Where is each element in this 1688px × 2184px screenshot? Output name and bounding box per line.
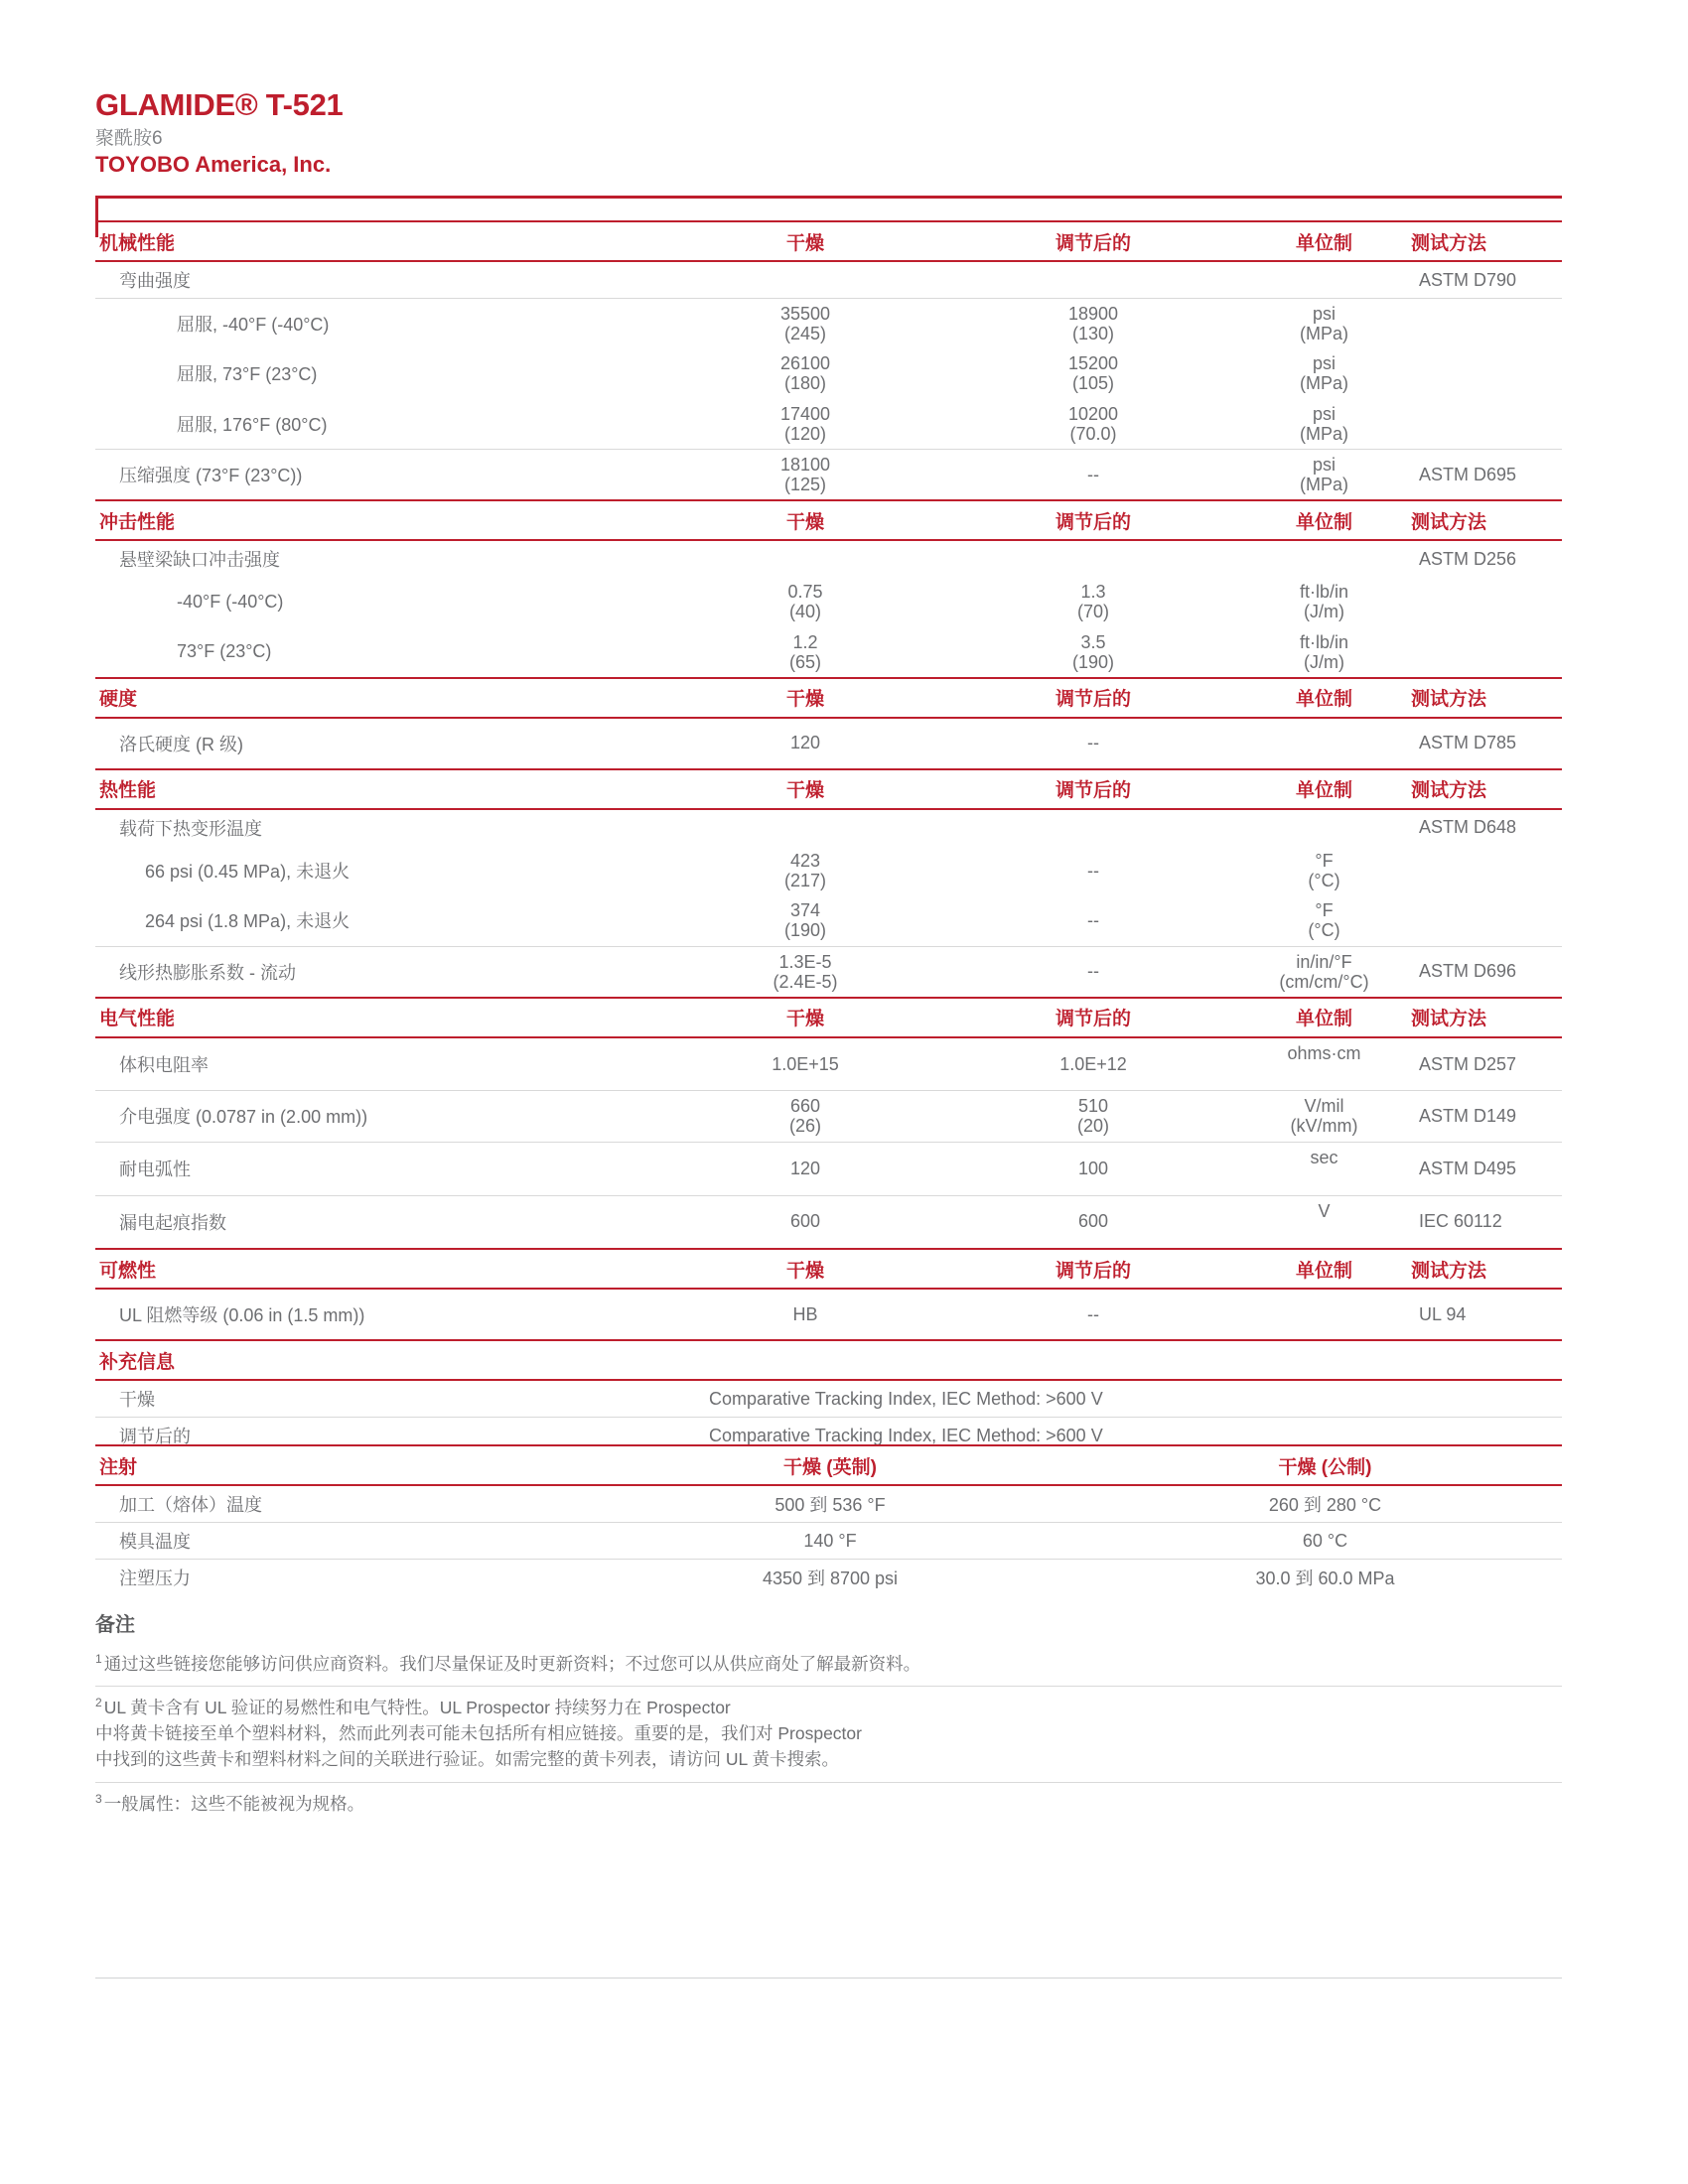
column-header-english: 干燥 (英制) (572, 1445, 1088, 1485)
table-row (95, 261, 1562, 299)
column-header-unit: 单位制 (1237, 769, 1411, 809)
value-dry-sub: (190) (783, 920, 827, 941)
value-conditioned (949, 449, 1237, 500)
column-header-conditioned: 调节后的 (949, 678, 1237, 718)
value-dry (661, 1091, 949, 1142)
value-conditioned (949, 540, 1237, 577)
value-english: 4350 到 8700 psi (762, 1569, 899, 1588)
unit-sub: (MPa) (1300, 475, 1348, 495)
value-cond-main: 1.3 (1080, 582, 1106, 603)
property-label: 弯曲强度 (95, 261, 661, 299)
test-method: ASTM D149 (1411, 1091, 1562, 1142)
column-header-dry: 干燥 (661, 221, 949, 261)
unit-sub: (°C) (1308, 920, 1340, 941)
value-conditioned: 100 (949, 1142, 1237, 1195)
property-label: 屈服, -40°F (-40°C) (177, 315, 330, 336)
value-cond-main: 15200 (1067, 353, 1119, 374)
value-unit (1237, 895, 1411, 946)
value-dry-sub: (245) (783, 324, 827, 344)
value-conditioned (949, 1091, 1237, 1142)
section-header-impact (95, 500, 1562, 540)
value-dry-sub: (120) (783, 423, 827, 444)
unit-main: psi (1312, 353, 1336, 374)
value-unit (1237, 1091, 1411, 1142)
section-title-thermal: 热性能 (95, 769, 661, 809)
column-header-conditioned: 调节后的 (949, 998, 1237, 1037)
value-cond-sub: (70) (1076, 602, 1109, 622)
unit-sub: (kV/mm) (1290, 1116, 1358, 1137)
column-header-dry: 干燥 (661, 1249, 949, 1289)
column-header-dry: 干燥 (661, 998, 949, 1037)
column-header-method: 测试方法 (1411, 1249, 1562, 1289)
value-dry (661, 846, 949, 895)
column-header-dry: 干燥 (661, 769, 949, 809)
document-header (95, 89, 1515, 179)
table-row (95, 846, 1562, 895)
column-header-unit: 单位制 (1237, 1249, 1411, 1289)
test-method: ASTM D790 (1411, 261, 1562, 299)
value-conditioned: -- (1087, 860, 1099, 881)
test-method: ASTM D785 (1411, 718, 1562, 769)
property-label: -40°F (-40°C) (177, 591, 284, 612)
value-unit (1237, 809, 1411, 846)
column-header-unit: 单位制 (1237, 221, 1411, 261)
table-row (95, 1380, 1562, 1418)
notes-title: 备注 (95, 1614, 135, 1636)
value-metric: 260 到 280 °C (1088, 1485, 1562, 1523)
value-unit (1237, 946, 1411, 998)
value-dry-main: 17400 (779, 403, 831, 424)
test-method: ASTM D695 (1419, 464, 1517, 484)
value-unit (1237, 577, 1411, 626)
property-label: 载荷下热变形温度 (119, 818, 262, 839)
value-unit (1237, 846, 1411, 895)
column-header-unit: 单位制 (1237, 500, 1411, 540)
table-row (95, 348, 1562, 398)
unit-main: V/mil (1304, 1096, 1344, 1117)
value-cond-sub: (190) (1071, 651, 1115, 672)
section-header-hardness (95, 678, 1562, 718)
note-superscript: 2 (95, 1696, 102, 1710)
value-cond-main: -- (1087, 465, 1099, 485)
value-dry (661, 895, 949, 946)
value-cond-main: 18900 (1067, 304, 1119, 324)
value-dry (661, 627, 949, 678)
value-conditioned (949, 348, 1237, 398)
value-dry-main: 374 (789, 900, 821, 921)
value-metric: 30.0 到 60.0 MPa (1255, 1569, 1395, 1588)
value-dry (661, 299, 949, 349)
property-label: UL 阻燃等级 (0.06 in (1.5 mm)) (119, 1305, 365, 1326)
column-header-conditioned: 调节后的 (949, 500, 1237, 540)
column-header-conditioned: 调节后的 (949, 1249, 1237, 1289)
note-text: 通过这些链接您能够访问供应商资料。我们尽量保证及时更新资料；不过您可以从供应商处了解最新资料。 (103, 1653, 921, 1674)
table-row (95, 1289, 1562, 1340)
material-subtitle: 聚酰胺6 (95, 127, 163, 149)
column-header-unit: 单位制 (1237, 678, 1411, 718)
unit-main: °F (1315, 900, 1334, 921)
value-dry (661, 449, 949, 500)
section-title-electrical: 电气性能 (95, 998, 661, 1037)
table-row (95, 540, 1562, 577)
section-header-thermal (95, 769, 1562, 809)
column-header-method: 测试方法 (1411, 769, 1562, 809)
value-conditioned (949, 809, 1237, 846)
table-row (95, 895, 1562, 946)
unit-main: sec (1310, 1148, 1338, 1168)
value-dry-sub: (2.4E-5) (773, 971, 838, 992)
property-label: 悬壁梁缺口冲击强度 (119, 550, 280, 571)
test-method (1411, 895, 1562, 946)
column-header-method: 测试方法 (1411, 678, 1562, 718)
footer-divider (95, 1978, 1562, 1979)
table-row (95, 399, 1562, 450)
column-header-conditioned: 调节后的 (949, 769, 1237, 809)
value-cond-sub: (105) (1071, 373, 1115, 394)
value-dry-main: 0.75 (787, 582, 823, 603)
value-unit (1237, 348, 1411, 398)
table-row (95, 299, 1562, 349)
value-dry (661, 540, 949, 577)
unit-main: ft·lb/in (1299, 631, 1349, 652)
value-unit (1237, 1289, 1411, 1340)
test-method: ASTM D495 (1411, 1142, 1562, 1195)
value-unit (1237, 299, 1411, 349)
table-row (95, 1485, 1562, 1523)
property-label: 体积电阻率 (95, 1037, 661, 1091)
note-item (95, 1783, 1562, 1826)
test-method: ASTM D257 (1411, 1037, 1562, 1091)
value-conditioned (949, 261, 1237, 299)
value-unit (1237, 449, 1411, 500)
section-title-supplemental: 补充信息 (95, 1340, 1562, 1380)
header-top-rule (95, 196, 1562, 199)
table-row (95, 718, 1562, 769)
property-label: 注塑压力 (119, 1569, 191, 1588)
unit-sub: (J/m) (1304, 651, 1344, 672)
value-unit (1237, 399, 1411, 450)
unit-main: ft·lb/in (1299, 582, 1349, 603)
value-unit (1237, 261, 1411, 299)
column-header-metric: 干燥 (公制) (1088, 1445, 1562, 1485)
property-label: 264 psi (1.8 MPa), 未退火 (95, 895, 661, 946)
test-method: ASTM D648 (1419, 817, 1517, 838)
property-label: 屈服, 73°F (23°C) (177, 364, 318, 385)
table-row (95, 1037, 1562, 1091)
section-header-mechanical (95, 221, 1562, 261)
property-label: 耐电弧性 (95, 1142, 661, 1195)
table-row (95, 946, 1562, 998)
property-label: 66 psi (0.45 MPa), 未退火 (145, 862, 351, 883)
note-text: UL 黄卡含有 UL 验证的易燃性和电气特性。UL Prospector 持续努力在 Prospector (103, 1697, 731, 1717)
table-row (95, 809, 1562, 846)
note-text: 中找到的这些黄卡和塑料材料之间的关联进行验证。如需完整的黄卡列表，请访问 UL 黄卡搜索。 (95, 1749, 839, 1770)
section-title-mechanical: 机械性能 (95, 221, 661, 261)
value-conditioned (949, 577, 1237, 626)
table-row (95, 1560, 1562, 1596)
table-row (95, 627, 1562, 678)
unit-sub: (J/m) (1304, 602, 1344, 622)
value-dry (661, 577, 949, 626)
value-unit (1237, 627, 1411, 678)
section-title-injection: 注射 (95, 1445, 572, 1485)
unit-main: ohms·cm (1287, 1042, 1361, 1063)
value-cond-sub: (20) (1076, 1116, 1109, 1137)
property-label: 压缩强度 (73°F (23°C)) (119, 466, 303, 486)
note-superscript: 3 (95, 1791, 102, 1806)
value-conditioned: -- (949, 895, 1237, 946)
value-cond-main: 3.5 (1080, 631, 1106, 652)
product-title: GLAMIDE® T-521 (95, 87, 344, 122)
value-unit (1237, 718, 1411, 769)
injection-table (95, 1444, 1562, 1595)
value-dry-main: 1.2 (792, 631, 818, 652)
value-dry-sub: (65) (788, 651, 821, 672)
note-superscript: 1 (95, 1652, 102, 1666)
test-method (1411, 627, 1562, 678)
value-dry-sub: (217) (783, 871, 827, 891)
unit-sub: (°C) (1308, 871, 1340, 891)
value-dry-main: 18100 (779, 454, 831, 475)
property-label: 漏电起痕指数 (119, 1212, 226, 1233)
test-method: IEC 60112 (1419, 1211, 1502, 1232)
table-row (95, 1523, 1562, 1560)
value-dry-sub: (125) (783, 475, 827, 495)
value-dry: 120 (661, 1142, 949, 1195)
table-row (95, 449, 1562, 500)
value-dry: 600 (789, 1211, 821, 1232)
value-unit (1237, 1195, 1411, 1249)
note-text: 中将黄卡链接至单个塑料材料，然而此列表可能未包括所有相应链接。重要的是，我们对 Prospector (95, 1723, 862, 1744)
unit-sub: (MPa) (1300, 373, 1348, 394)
property-label: 模具温度 (95, 1523, 572, 1560)
property-label: 洛氏硬度 (R 级) (95, 718, 661, 769)
value-cond-main: 510 (1077, 1096, 1109, 1117)
section-header-flammability (95, 1249, 1562, 1289)
section-title-impact: 冲击性能 (95, 500, 661, 540)
value-conditioned (949, 299, 1237, 349)
table-row (95, 577, 1562, 626)
test-method: UL 94 (1419, 1303, 1467, 1324)
value-dry-main: 1.3E-5 (778, 951, 832, 972)
value-dry-sub: (180) (783, 373, 827, 394)
note-text: 一般属性：这些不能被视为规格。 (103, 1793, 365, 1814)
table-row (95, 1142, 1562, 1195)
column-header-conditioned: 调节后的 (949, 221, 1237, 261)
value-cond-sub: (70.0) (1069, 423, 1117, 444)
section-title-hardness: 硬度 (95, 678, 661, 718)
property-label: 介电强度 (0.0787 in (2.00 mm)) (95, 1091, 661, 1142)
test-method (1411, 299, 1562, 349)
unit-sub: (MPa) (1300, 324, 1348, 344)
property-label: 加工（熔体）温度 (95, 1485, 572, 1523)
supplemental-label: 调节后的 (119, 1427, 191, 1447)
value-dry (661, 809, 949, 846)
test-method (1411, 399, 1562, 450)
section-header-injection (95, 1445, 1562, 1485)
test-method (1411, 348, 1562, 398)
value-conditioned: -- (1087, 1303, 1099, 1324)
section-header-supplemental (95, 1340, 1562, 1380)
test-method (1411, 846, 1562, 895)
table-row (95, 1091, 1562, 1142)
value-unit (1237, 1142, 1411, 1195)
property-label: 73°F (23°C) (95, 627, 661, 678)
value-cond-sub: (130) (1071, 324, 1115, 344)
value-dry-main: 35500 (779, 304, 831, 324)
value-dry: 1.0E+15 (661, 1037, 949, 1091)
unit-main: °F (1315, 850, 1334, 871)
properties-table (95, 220, 1562, 1453)
note-item (95, 1643, 1562, 1687)
value-dry-main: 660 (789, 1096, 821, 1117)
column-header-dry: 干燥 (661, 500, 949, 540)
column-header-method: 测试方法 (1411, 221, 1562, 261)
unit-main: psi (1312, 454, 1336, 475)
value-dry-main: 26100 (779, 353, 831, 374)
table-row (95, 1195, 1562, 1249)
test-method: ASTM D696 (1419, 961, 1517, 982)
supplemental-value: Comparative Tracking Index, IEC Method: >600 V (709, 1425, 1103, 1445)
value-english: 140 °F (572, 1523, 1088, 1560)
value-conditioned: -- (949, 718, 1237, 769)
test-method (1411, 577, 1562, 626)
value-dry (661, 399, 949, 450)
value-conditioned: -- (1087, 961, 1099, 982)
value-unit (1237, 1037, 1411, 1091)
value-dry (661, 261, 949, 299)
company-name: TOYOBO America, Inc. (95, 152, 332, 178)
value-dry: 120 (661, 718, 949, 769)
value-conditioned (949, 399, 1237, 450)
notes-section (95, 1608, 1562, 1826)
supplemental-value: Comparative Tracking Index, IEC Method: >600 V (661, 1380, 1562, 1418)
value-dry (661, 348, 949, 398)
note-item (95, 1687, 1562, 1783)
value-metric: 60 °C (1088, 1523, 1562, 1560)
value-conditioned: 600 (1077, 1211, 1109, 1232)
supplemental-label: 干燥 (95, 1380, 661, 1418)
value-conditioned (949, 627, 1237, 678)
value-english: 500 到 536 °F (572, 1485, 1088, 1523)
column-header-dry: 干燥 (661, 678, 949, 718)
value-cond-main: 10200 (1067, 403, 1119, 424)
unit-main: in/in/°F (1296, 951, 1352, 972)
unit-sub: (MPa) (1300, 423, 1348, 444)
column-header-method: 测试方法 (1411, 500, 1562, 540)
column-header-method: 测试方法 (1411, 998, 1562, 1037)
unit-main: psi (1312, 403, 1336, 424)
unit-main: psi (1312, 304, 1336, 324)
value-dry-sub: (26) (788, 1116, 821, 1137)
value-dry: HB (792, 1303, 818, 1324)
test-method: ASTM D256 (1419, 548, 1517, 569)
column-header-unit: 单位制 (1237, 998, 1411, 1037)
unit-main: V (1318, 1200, 1331, 1221)
unit-sub: (cm/cm/°C) (1279, 971, 1369, 992)
value-dry-main: 423 (789, 850, 821, 871)
value-dry-sub: (40) (788, 602, 821, 622)
section-header-electrical (95, 998, 1562, 1037)
property-label: 线形热膨胀系数 - 流动 (119, 962, 296, 983)
property-label: 屈服, 176°F (80°C) (95, 399, 661, 450)
value-dry (661, 946, 949, 998)
value-conditioned: 1.0E+12 (949, 1037, 1237, 1091)
section-title-flammability: 可燃性 (95, 1249, 661, 1289)
value-unit (1237, 540, 1411, 577)
